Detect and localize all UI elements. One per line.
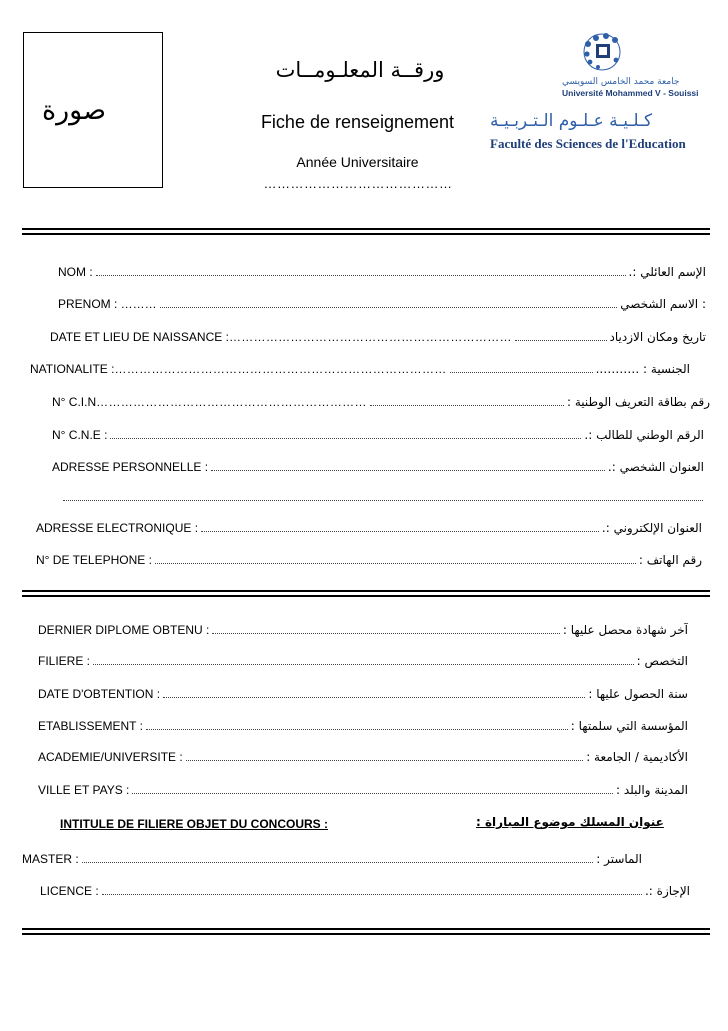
title-arabic: ورقــة المعلـومــات [275, 58, 445, 82]
field-input-line[interactable] [211, 469, 605, 471]
field-date-lieu-naissance[interactable] [50, 326, 706, 344]
field-adresse-electronique[interactable] [36, 517, 702, 535]
field-label-ar: العنوان الشخصي :. [607, 460, 704, 474]
field-label-fr: LICENCE : [40, 884, 99, 898]
field-dots-text[interactable]: ……………………………………………………………………… [114, 362, 447, 376]
university-logo [490, 30, 715, 160]
field-input-line[interactable] [160, 306, 618, 308]
field-label-fr: ADRESSE ELECTRONIQUE : [36, 521, 199, 535]
logo-univ-ar: جامعة محمد الخامس السويسي [562, 77, 680, 87]
logo-univ-fr: Université Mohammed V - Souissi [562, 88, 699, 98]
field-dernier-diplome[interactable] [38, 619, 688, 637]
field-adresse-continuation[interactable] [60, 486, 706, 504]
concours-header-ar: عنوان المسلك موضوع المباراة : [476, 815, 664, 829]
field-label-fr: N° C.N.E : [52, 428, 108, 442]
field-academie-universite[interactable] [38, 746, 688, 764]
separator-middle [22, 590, 710, 597]
field-licence[interactable] [40, 880, 690, 898]
field-nationalite[interactable] [30, 358, 690, 376]
field-label-ar: المؤسسة التي سلمتها : [570, 719, 688, 733]
field-input-line[interactable] [132, 792, 613, 794]
field-etablissement[interactable] [38, 715, 688, 733]
field-ville-pays[interactable] [38, 779, 688, 797]
field-input-line[interactable] [201, 530, 599, 532]
field-label-ar: سنة الحصول عليها : [588, 687, 688, 701]
field-label-fr: N° C.I.N [52, 395, 97, 409]
field-label-fr: DERNIER DIPLOME OBTENU : [38, 623, 210, 637]
field-input-line[interactable] [163, 696, 585, 698]
field-label-fr: PRENOM : ……… [58, 297, 157, 311]
field-label-ar: تاريخ ومكان الازدياد [609, 330, 706, 344]
field-input-line[interactable] [102, 893, 642, 895]
field-label-fr: NATIONALITE : [30, 362, 115, 376]
field-filiere[interactable] [38, 650, 688, 668]
field-input-line[interactable] [93, 663, 634, 665]
field-input-line[interactable] [155, 562, 636, 564]
field-input-line[interactable] [450, 371, 593, 373]
field-input-line[interactable] [96, 274, 626, 276]
field-label-ar: العنوان الإلكتروني :. [601, 521, 702, 535]
field-input-line[interactable] [146, 728, 568, 730]
concours-header-fr: INTITULE DE FILIERE OBJET DU CONCOURS : [60, 817, 329, 831]
field-prenom[interactable] [58, 293, 706, 311]
logo-faculty-ar: كـلـيـة عـلـوم الـتـربـيـة [490, 111, 653, 131]
field-input-line[interactable] [110, 437, 581, 439]
field-label-fr: NOM : [58, 265, 93, 279]
separator-bottom [22, 928, 710, 935]
photo-box [23, 32, 163, 188]
field-label-fr: ADRESSE PERSONNELLE : [52, 460, 209, 474]
academic-year-label: Année Universitaire [296, 154, 419, 170]
field-nom[interactable] [58, 261, 706, 279]
separator-top [22, 228, 710, 235]
field-date-obtention[interactable] [38, 683, 688, 701]
field-dots-text[interactable]: …………………………………………………………… [228, 330, 512, 344]
field-telephone[interactable] [36, 549, 702, 567]
field-input-line[interactable] [212, 632, 559, 634]
field-label-ar: الرقم الوطني للطالب :. [584, 428, 704, 442]
field-label-fr: FILIERE : [38, 654, 91, 668]
field-master[interactable] [22, 848, 642, 866]
academic-year-field[interactable]: …………………………………… [263, 176, 453, 191]
field-label-fr: ETABLISSEMENT : [38, 719, 143, 733]
globe-icon [584, 33, 620, 70]
field-adresse-personnelle[interactable] [52, 456, 704, 474]
field-label-ar: المدينة والبلد : [616, 783, 688, 797]
field-label-ar: الإسم العائلي :. [628, 265, 706, 279]
field-label-ar: الأكاديمية / الجامعة : [586, 750, 688, 764]
field-label-fr: ACADEMIE/UNIVERSITE : [38, 750, 183, 764]
field-label-ar: الإجازة :. [644, 884, 690, 898]
field-cin[interactable] [52, 391, 710, 409]
field-input-line[interactable] [515, 339, 607, 341]
logo-faculty-fr: Faculté des Sciences de l'Education [490, 136, 686, 151]
field-label-ar: الجنسية : ……….. [595, 362, 690, 376]
field-input-line[interactable] [370, 404, 564, 406]
field-input-line[interactable] [186, 759, 584, 761]
field-input-line[interactable] [82, 861, 594, 863]
field-label-fr: N° DE TELEPHONE : [36, 553, 152, 567]
field-label-ar: رقم بطاقة التعريف الوطنية : [566, 395, 710, 409]
title-french: Fiche de renseignement [260, 112, 455, 132]
field-label-ar: : الاسم الشخصي [620, 297, 706, 311]
photo-label: صورة [42, 95, 107, 126]
field-label-ar: رقم الهاتف : [638, 553, 702, 567]
field-label-fr: DATE D'OBTENTION : [38, 687, 161, 701]
field-cne[interactable] [52, 424, 704, 442]
field-label-ar: التخصص : [636, 654, 688, 668]
field-label-fr: VILLE ET PAYS : [38, 783, 130, 797]
field-dots-text[interactable]: ………………………………………………………… [96, 395, 367, 409]
field-label-fr: MASTER : [22, 852, 79, 866]
field-input-line[interactable] [63, 499, 703, 501]
field-label-ar: الماستر : [596, 852, 642, 866]
field-label-fr: DATE ET LIEU DE NAISSANCE : [50, 330, 229, 344]
field-label-ar: آخر شهادة محصل عليها : [562, 623, 688, 637]
